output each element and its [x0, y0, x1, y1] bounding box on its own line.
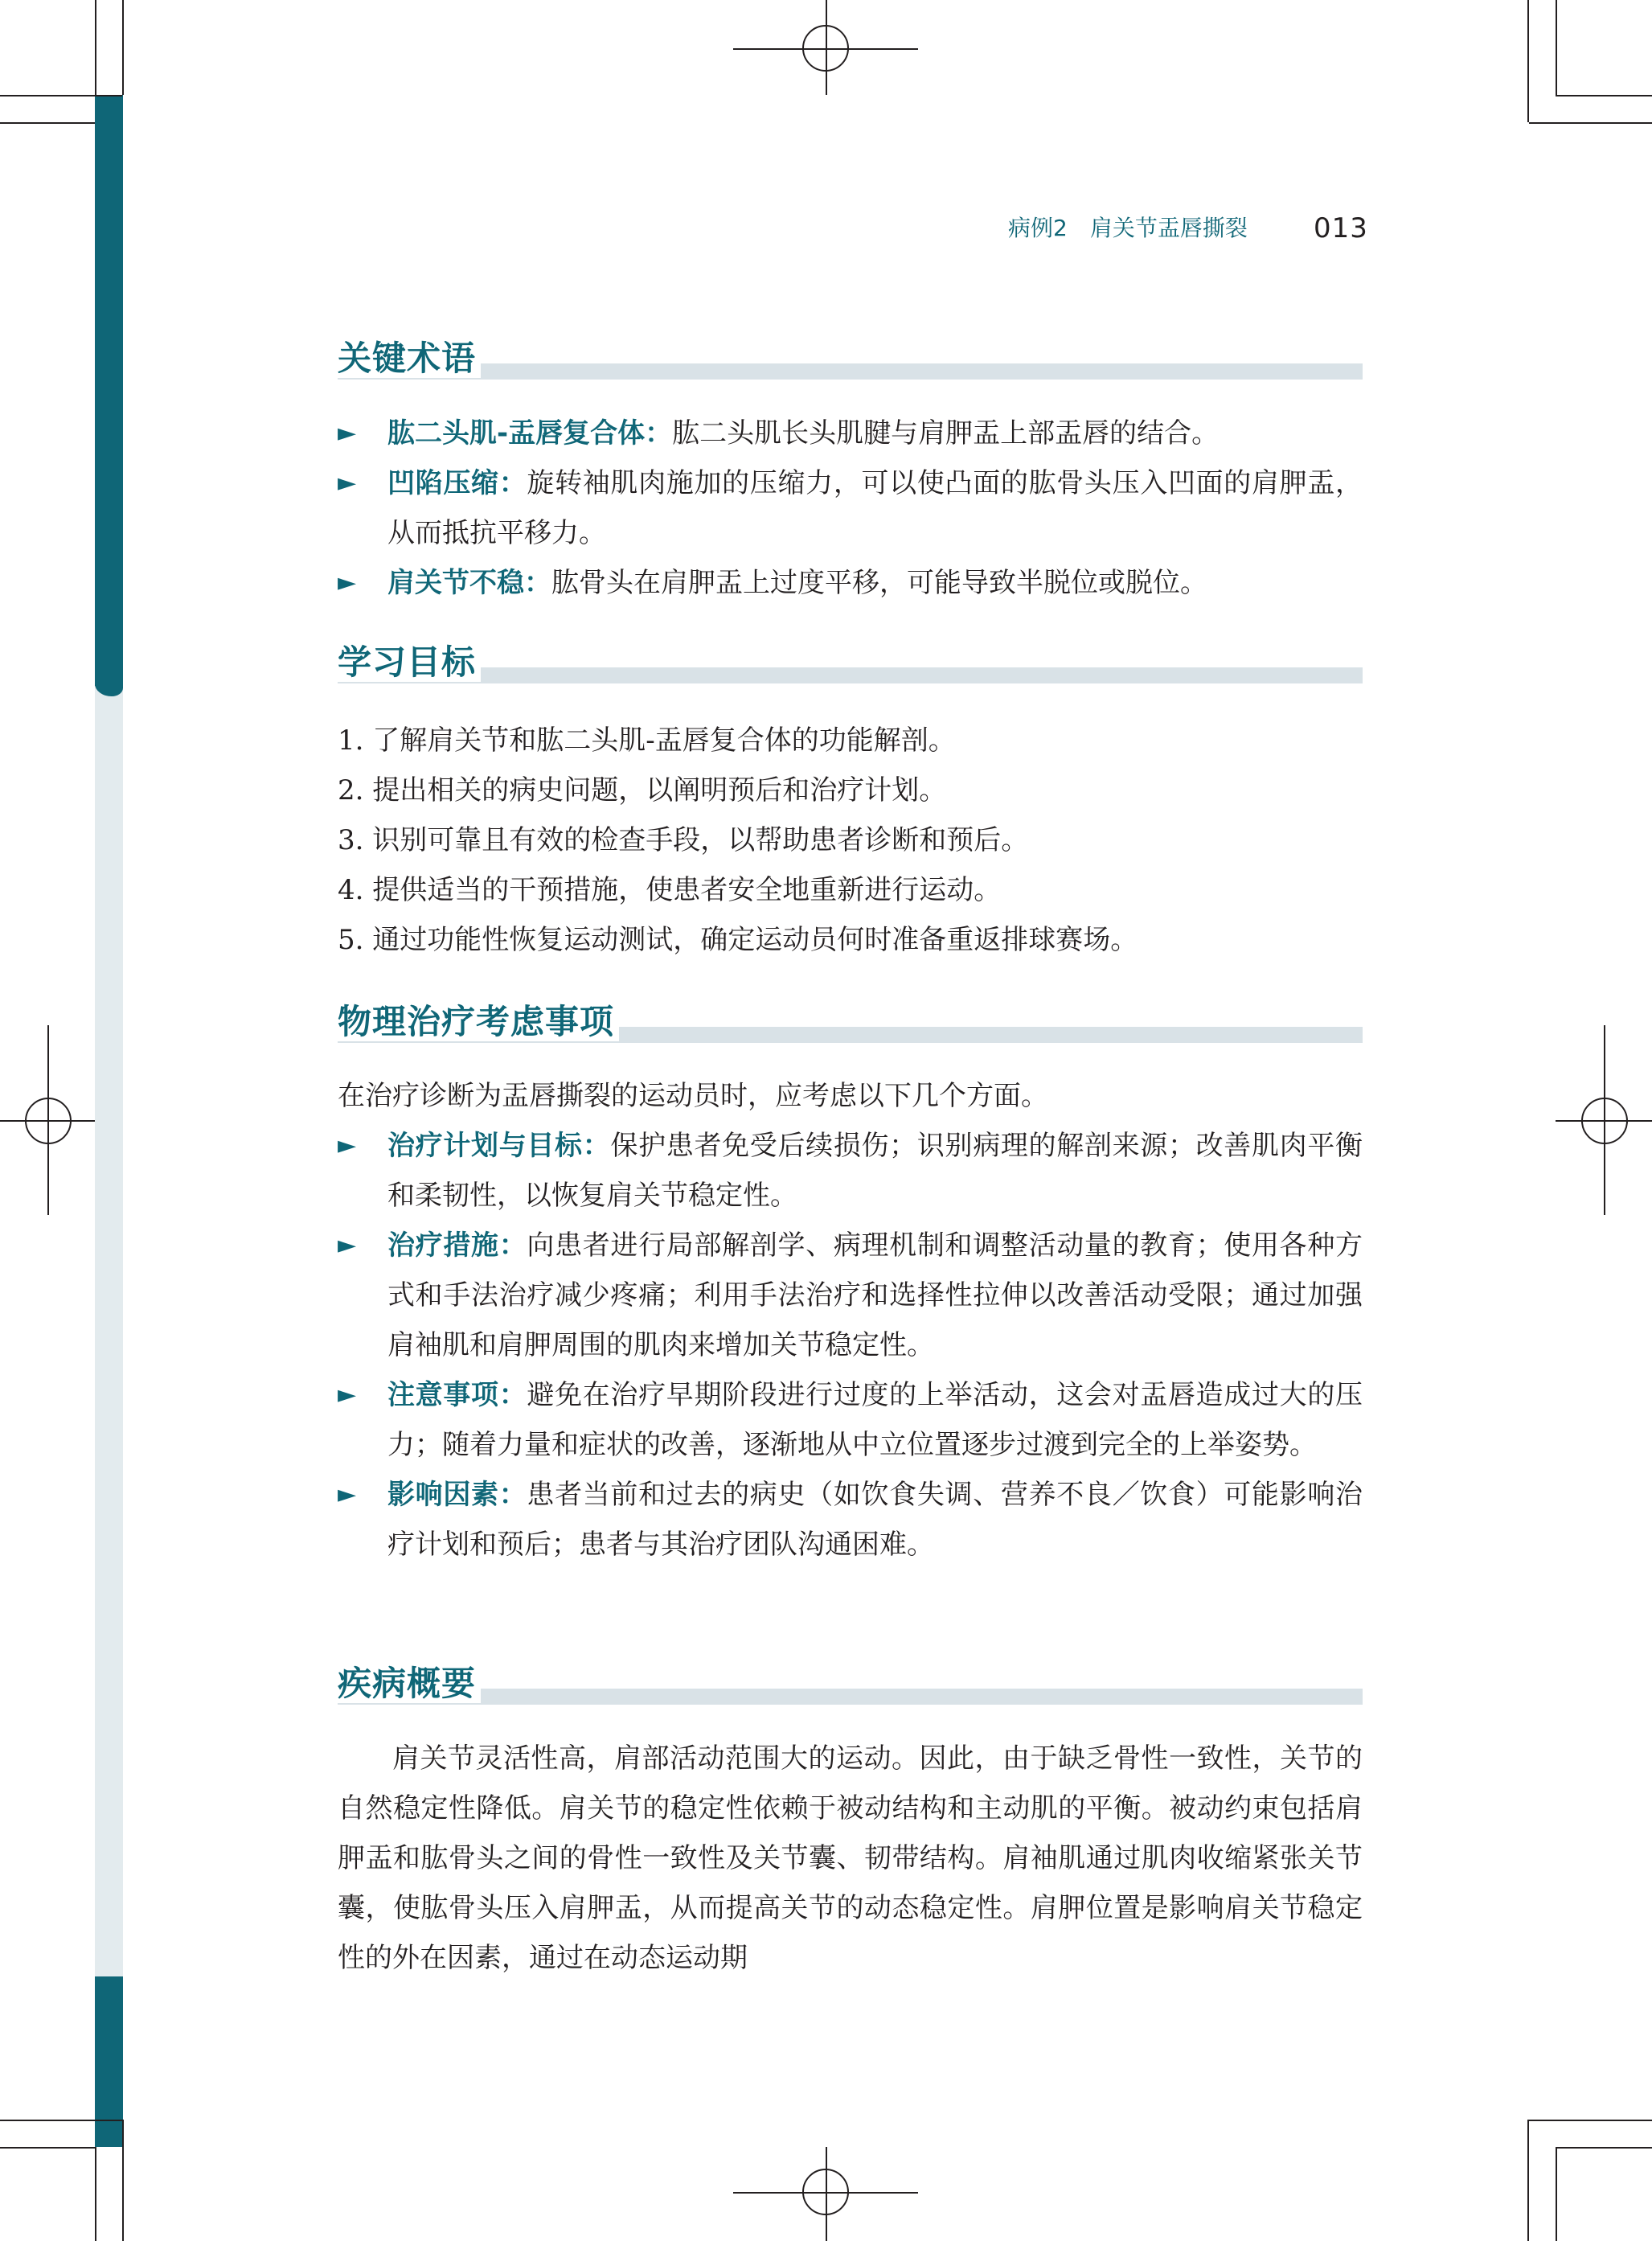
side-band-top	[95, 95, 123, 686]
term-label: 凹陷压缩：	[387, 467, 527, 499]
list-item	[338, 1121, 1363, 1221]
list-item	[338, 558, 1363, 608]
triangle-bullet-icon: ►	[338, 419, 357, 447]
list-item: 5. 通过功能性恢复运动测试，确定运动员何时准备重返排球赛场。	[338, 924, 1138, 956]
crop-mark	[1556, 2147, 1652, 2149]
heading-underline-bar	[338, 667, 1363, 683]
heading-text: 疾病概要	[338, 1664, 481, 1703]
considerations-body	[338, 1071, 1363, 1570]
crop-mark	[0, 95, 122, 96]
section-heading-considerations	[338, 1003, 1363, 1043]
crop-mark	[1556, 2147, 1557, 2241]
term-definition: 肱二头肌长头肌腱与肩胛盂上部盂唇的结合。	[672, 417, 1220, 449]
heading-text: 学习目标	[338, 643, 481, 682]
crop-mark	[95, 0, 96, 95]
crop-mark	[0, 122, 95, 124]
crop-mark	[1556, 0, 1557, 95]
triangle-bullet-icon: ►	[338, 1480, 357, 1508]
registration-circle	[802, 2169, 849, 2215]
registration-circle	[802, 25, 849, 72]
heading-underline-bar	[338, 363, 1363, 380]
heading-underline-bar	[338, 1689, 1363, 1705]
term-definition: 旋转袖肌肉施加的压缩力，可以使凸面的肱骨头压入凹面的肩胛盂，从而抵抗平移力。	[387, 467, 1363, 549]
list-item: 1. 了解肩关节和肱二头肌-盂唇复合体的功能解剖。	[338, 724, 956, 757]
list-item	[338, 1370, 1363, 1470]
crop-mark	[1527, 0, 1529, 122]
running-header: 病例2 肩关节盂唇撕裂	[1008, 215, 1248, 241]
crop-mark	[1527, 2120, 1529, 2241]
triangle-bullet-icon: ►	[338, 1131, 357, 1159]
list-item: 4. 提供适当的干预措施，使患者安全地重新进行运动。	[338, 874, 1002, 906]
list-item	[338, 1221, 1363, 1370]
crop-mark	[122, 2120, 124, 2241]
section-heading-overview	[338, 1664, 1363, 1705]
overview-paragraph: 肩关节灵活性高，肩部活动范围大的运动。因此，由于缺乏骨性一致性，关节的自然稳定性降低。肩关节的稳定性依赖于被动结构和主动肌的平衡。被动约束包括肩胛盂和肱骨头之间的骨性一致性及关节囊、韧带结构。肩袖肌通过肌肉收缩紧张关节囊，使肱骨头压入肩胛盂，从而提高关节的动态稳定性。肩胛位置是影响肩关节稳定性的外在因素，通过在动态运动期	[338, 1742, 1363, 1974]
heading-text: 物理治疗考虑事项	[338, 1003, 619, 1041]
section-heading-key-terms	[338, 339, 1363, 380]
term-label: 治疗计划与目标：	[387, 1130, 611, 1162]
crop-mark	[1529, 122, 1652, 124]
list-item: 3. 识别可靠且有效的检查手段，以帮助患者诊断和预后。	[338, 824, 1029, 856]
triangle-bullet-icon: ►	[338, 1381, 357, 1409]
term-label: 肩关节不稳：	[387, 567, 551, 599]
crop-mark	[1556, 95, 1652, 96]
heading-text: 关键术语	[338, 339, 481, 378]
item-text: 避免在治疗早期阶段进行过度的上举活动，这会对盂唇造成过大的压力；随着力量和症状的改善，逐渐地从中立位置逐步过渡到完全的上举姿势。	[387, 1379, 1363, 1461]
crop-mark	[122, 0, 124, 95]
list-item	[338, 1470, 1363, 1570]
item-text: 保护患者免受后续损伤；识别病理的解剖来源；改善肌肉平衡和柔韧性，以恢复肩关节稳定性。	[387, 1130, 1363, 1212]
triangle-bullet-icon: ►	[338, 568, 357, 597]
term-definition: 肱骨头在肩胛盂上过度平移，可能导致半脱位或脱位。	[551, 567, 1207, 599]
term-label: 治疗措施：	[387, 1229, 527, 1262]
registration-circle	[25, 1098, 72, 1144]
side-band-bottom	[95, 1976, 123, 2147]
crop-mark	[0, 2147, 95, 2149]
list-item	[338, 408, 1363, 458]
triangle-bullet-icon: ►	[338, 469, 357, 497]
page-number: 013	[1314, 212, 1368, 244]
key-terms-list	[338, 408, 1363, 608]
crop-mark	[95, 2147, 96, 2241]
item-text: 患者当前和过去的病史（如饮食失调、营养不良／饮食）可能影响治疗计划和预后；患者与其治疗团队沟通困难。	[387, 1479, 1363, 1561]
list-item: 2. 提出相关的病史问题，以阐明预后和治疗计划。	[338, 774, 947, 807]
objectives-list	[338, 716, 1363, 965]
intro-paragraph: 在治疗诊断为盂唇撕裂的运动员时，应考虑以下几个方面。	[338, 1080, 1048, 1112]
term-label: 肱二头肌-盂唇复合体：	[387, 417, 673, 449]
overview-body	[338, 1734, 1363, 1983]
registration-circle	[1581, 1098, 1628, 1144]
triangle-bullet-icon: ►	[338, 1231, 357, 1259]
term-label: 注意事项：	[387, 1379, 527, 1411]
crop-mark	[0, 2120, 122, 2121]
section-heading-objectives	[338, 643, 1363, 683]
crop-mark	[1527, 2120, 1652, 2121]
item-text: 向患者进行局部解剖学、病理机制和调整活动量的教育；使用各种方式和手法治疗减少疼痛；利用手法治疗和选择性拉伸以改善活动受限；通过加强肩袖肌和肩胛周围的肌肉来增加关节稳定性。	[387, 1229, 1363, 1361]
term-label: 影响因素：	[387, 1479, 527, 1511]
list-item	[338, 458, 1363, 558]
